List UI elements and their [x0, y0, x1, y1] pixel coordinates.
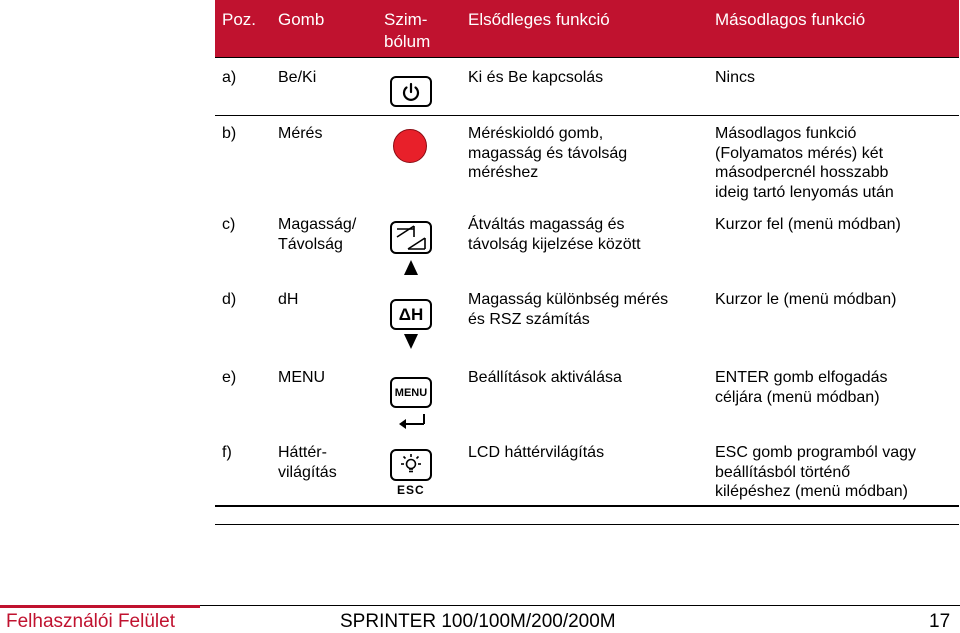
row-divider	[215, 57, 959, 58]
footer-section: Felhasználói Felület	[6, 611, 175, 632]
section-separator	[215, 524, 959, 525]
backlight-icon	[390, 449, 432, 481]
power-icon	[390, 76, 432, 107]
row-f-primary: LCD háttérvilágítás	[468, 444, 605, 461]
row-e-pos: e)	[222, 369, 237, 386]
footer-product: SPRINTER 100/100M/200/200M	[340, 611, 616, 632]
row-divider	[215, 115, 959, 116]
cursor-down-icon	[404, 334, 418, 349]
enter-icon	[398, 413, 428, 434]
delta-h-key-label: ΔH	[398, 304, 424, 324]
row-d-pos: d)	[222, 291, 237, 308]
row-b-secondary: Másodlagos funkció (Folyamatos mérés) két másodpercnél hosszabb ideig tartó lenyomás után	[715, 125, 894, 201]
height-distance-icon	[390, 221, 432, 254]
row-e-gomb: MENU	[278, 369, 326, 386]
header-gomb: Gomb	[278, 10, 325, 29]
table-bottom-rule	[215, 505, 959, 507]
delta-h-icon	[390, 299, 432, 330]
row-f-secondary: ESC gomb programból vagy beállításból történő kilépéshez (menü módban)	[715, 444, 916, 500]
measure-button-icon	[393, 129, 427, 163]
row-d-secondary: Kurzor le (menü módban)	[715, 291, 897, 308]
header-pos: Poz.	[222, 10, 257, 29]
menu-key-icon	[390, 377, 432, 408]
row-a-pos: a)	[222, 69, 237, 86]
header-elsodleges: Elsődleges funkció	[468, 10, 610, 29]
header-szimbolum: Szim- bólum	[384, 10, 431, 51]
esc-label: ESC	[397, 483, 425, 497]
cursor-up-icon	[404, 260, 418, 275]
row-a-primary: Ki és Be kapcsolás	[468, 69, 604, 86]
row-b-primary: Méréskioldó gomb, magasság és távolság méréshez	[468, 125, 628, 181]
row-c-pos: c)	[222, 216, 236, 233]
table-header	[215, 0, 959, 57]
footer-page-number: 17	[929, 611, 951, 632]
row-f-pos: f)	[222, 444, 232, 461]
row-b-pos: b)	[222, 125, 237, 142]
row-f-gomb: Háttér- világítás	[278, 444, 337, 481]
row-d-primary: Magasság különbség mérés és RSZ számítás	[468, 291, 669, 328]
row-b-gomb: Mérés	[278, 125, 323, 142]
menu-key-label: MENU	[394, 386, 428, 399]
row-d-gomb: dH	[278, 291, 299, 308]
row-e-primary: Beállítások aktiválása	[468, 369, 622, 386]
row-c-secondary: Kurzor fel (menü módban)	[715, 216, 901, 233]
row-e-secondary: ENTER gomb elfogadás céljára (menü módban)	[715, 369, 888, 406]
footer-accent-rule	[0, 605, 200, 608]
header-masodlagos: Másodlagos funkció	[715, 10, 866, 29]
row-c-gomb: Magasság/ Távolság	[278, 216, 357, 253]
row-c-primary: Átváltás magasság és távolság kijelzése között	[468, 216, 641, 253]
row-a-secondary: Nincs	[715, 69, 756, 86]
row-a-gomb: Be/Ki	[278, 69, 317, 86]
